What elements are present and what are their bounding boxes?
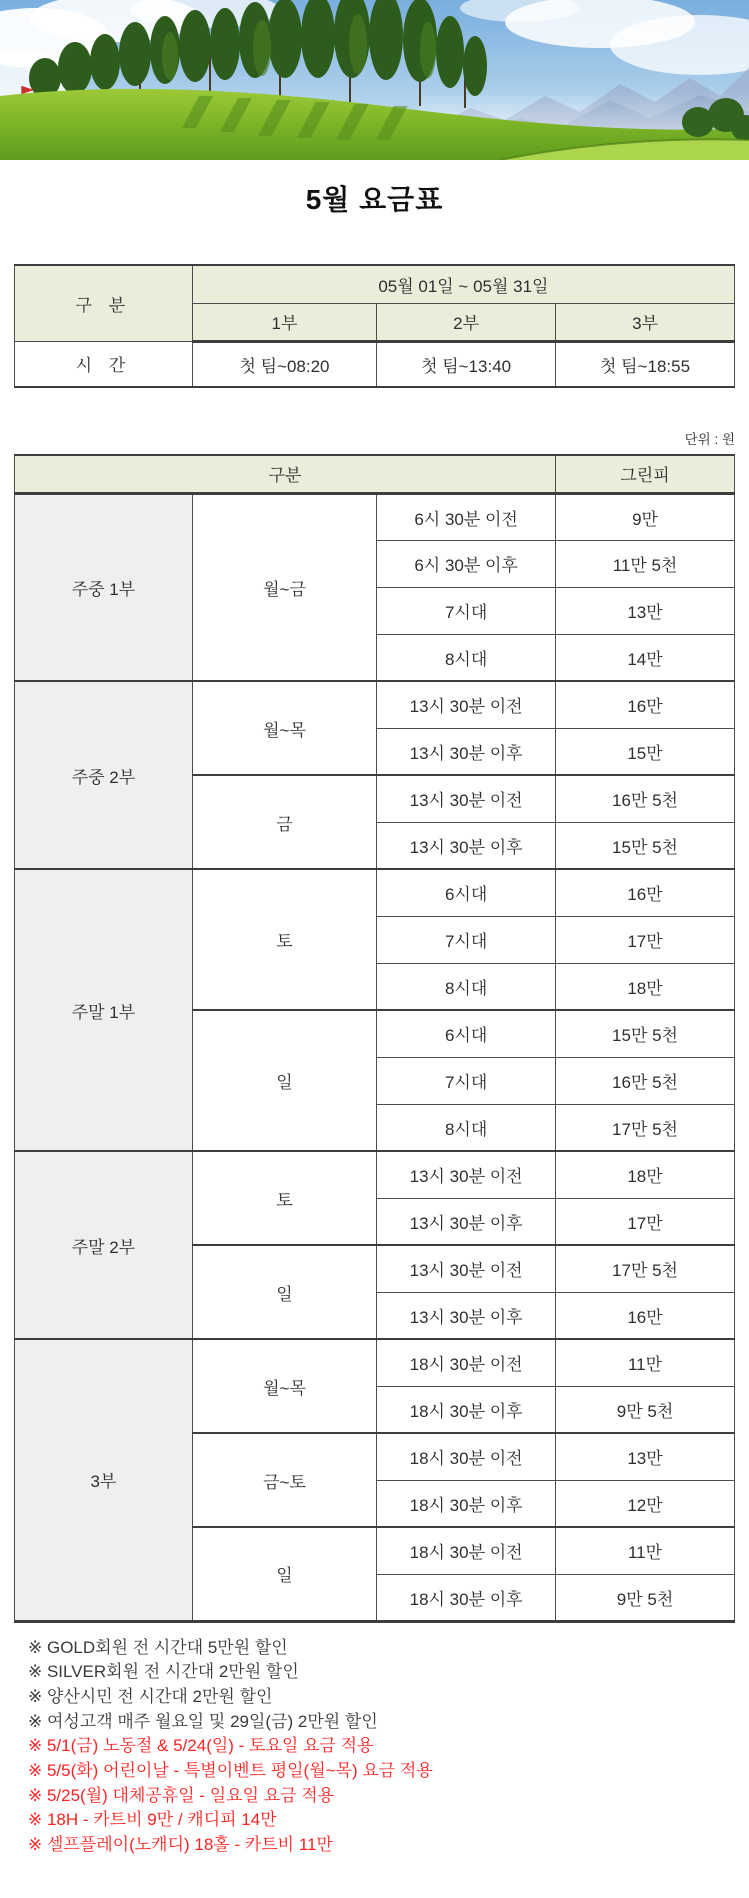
time-slot-cell: 6시대 bbox=[377, 1010, 556, 1057]
time-slot-cell: 18시 30분 이후 bbox=[377, 1574, 556, 1621]
price-table bbox=[14, 454, 735, 1623]
note-line: ※ 5/1(금) 노동절 & 5/24(일) - 토요일 요금 적용 bbox=[28, 1736, 374, 1756]
note-line: ※ 5/25(월) 대체공휴일 - 일요일 요금 적용 bbox=[28, 1785, 335, 1805]
fee-cell: 18만 bbox=[556, 963, 735, 1010]
days-cell: 일 bbox=[192, 1245, 376, 1339]
time-slot-cell: 8시대 bbox=[377, 963, 556, 1010]
page-title: 5월 요금표 bbox=[305, 184, 444, 215]
time-slot-cell: 8시대 bbox=[377, 1104, 556, 1151]
days-cell: 토 bbox=[192, 869, 376, 1010]
fee-cell: 16만 bbox=[556, 681, 735, 728]
fee-cell: 9만 5천 bbox=[556, 1386, 735, 1433]
time-slot-cell: 18시 30분 이전 bbox=[377, 1527, 556, 1574]
note-line: ※ 18H - 카트비 9만 / 캐디피 14만 bbox=[28, 1810, 277, 1830]
fee-cell: 15만 5천 bbox=[556, 1010, 735, 1057]
time-slot-cell: 18시 30분 이후 bbox=[377, 1480, 556, 1527]
fee-cell: 13만 bbox=[556, 587, 735, 634]
part-1-label: 1부 bbox=[192, 303, 376, 341]
days-cell: 월~목 bbox=[192, 681, 376, 775]
days-cell: 일 bbox=[192, 1527, 376, 1621]
date-range-cell: 05월 01일 ~ 05월 31일 bbox=[192, 265, 734, 303]
fee-cell: 15만 bbox=[556, 728, 735, 775]
time-slot-cell: 13시 30분 이전 bbox=[377, 775, 556, 822]
time-slot-cell: 13시 30분 이전 bbox=[377, 1151, 556, 1198]
note-line: ※ 양산시민 전 시간대 2만원 할인 bbox=[28, 1686, 273, 1706]
part-2-first-tee: 첫 팀~13:40 bbox=[377, 341, 556, 387]
fee-cell: 11만 5천 bbox=[556, 540, 735, 587]
fee-cell: 9만 5천 bbox=[556, 1574, 735, 1621]
golf-course-banner-image bbox=[0, 0, 749, 160]
fee-cell: 16만 bbox=[556, 869, 735, 916]
schedule-corner-label: 구 분 bbox=[15, 265, 193, 341]
price-row bbox=[15, 869, 735, 916]
green-fee-header: 그린피 bbox=[556, 455, 735, 493]
note-line: ※ 셀프플레이(노캐디) 18홀 - 카트비 11만 bbox=[28, 1835, 333, 1855]
price-row bbox=[15, 1151, 735, 1198]
period-cell: 주말 2부 bbox=[15, 1151, 193, 1339]
price-row bbox=[15, 681, 735, 728]
days-cell: 월~목 bbox=[192, 1339, 376, 1433]
time-slot-cell: 6시대 bbox=[377, 869, 556, 916]
fee-cell: 17만 5천 bbox=[556, 1104, 735, 1151]
time-slot-cell: 7시대 bbox=[377, 587, 556, 634]
time-slot-cell: 13시 30분 이후 bbox=[377, 1292, 556, 1339]
days-cell: 일 bbox=[192, 1010, 376, 1151]
fee-cell: 13만 bbox=[556, 1433, 735, 1480]
part-3-first-tee: 첫 팀~18:55 bbox=[556, 341, 735, 387]
price-header-row bbox=[15, 455, 735, 493]
time-slot-cell: 18시 30분 이전 bbox=[377, 1433, 556, 1480]
period-cell: 주중 2부 bbox=[15, 681, 193, 869]
fee-cell: 14만 bbox=[556, 634, 735, 681]
fee-cell: 9만 bbox=[556, 493, 735, 540]
time-slot-cell: 7시대 bbox=[377, 916, 556, 963]
price-table-body bbox=[15, 455, 735, 1621]
fee-cell: 16만 bbox=[556, 1292, 735, 1339]
fee-cell: 11만 bbox=[556, 1339, 735, 1386]
days-cell: 금~토 bbox=[192, 1433, 376, 1527]
days-cell: 금 bbox=[192, 775, 376, 869]
time-slot-cell: 18시 30분 이전 bbox=[377, 1339, 556, 1386]
time-slot-cell: 13시 30분 이후 bbox=[377, 728, 556, 775]
note-line: ※ 여성고객 매주 월요일 및 29일(금) 2만원 할인 bbox=[28, 1711, 378, 1731]
notes bbox=[28, 1636, 735, 1858]
period-cell: 3부 bbox=[15, 1339, 193, 1621]
time-slot-cell: 18시 30분 이후 bbox=[377, 1386, 556, 1433]
fee-cell: 15만 5천 bbox=[556, 822, 735, 869]
note-line: ※ GOLD회원 전 시간대 5만원 할인 bbox=[28, 1637, 288, 1657]
fee-cell: 18만 bbox=[556, 1151, 735, 1198]
time-slot-cell: 8시대 bbox=[377, 634, 556, 681]
days-cell: 토 bbox=[192, 1151, 376, 1245]
part-3-label: 3부 bbox=[556, 303, 735, 341]
part-2-label: 2부 bbox=[377, 303, 556, 341]
fee-cell: 11만 bbox=[556, 1527, 735, 1574]
time-slot-cell: 6시 30분 이전 bbox=[377, 493, 556, 540]
fee-cell: 16만 5천 bbox=[556, 775, 735, 822]
note-line: ※ SILVER회원 전 시간대 2만원 할인 bbox=[28, 1662, 299, 1682]
schedule-table bbox=[14, 264, 735, 388]
time-slot-cell: 13시 30분 이후 bbox=[377, 1198, 556, 1245]
price-row bbox=[15, 1339, 735, 1386]
fee-cell: 16만 5천 bbox=[556, 1057, 735, 1104]
time-slot-cell: 7시대 bbox=[377, 1057, 556, 1104]
note-line: ※ 5/5(화) 어린이날 - 특별이벤트 평일(월~목) 요금 적용 bbox=[28, 1761, 433, 1781]
fee-cell: 17만 5천 bbox=[556, 1245, 735, 1292]
schedule-time-row bbox=[15, 341, 735, 387]
time-row-label: 시 간 bbox=[15, 341, 193, 387]
period-cell: 주중 1부 bbox=[15, 493, 193, 681]
fee-cell: 12만 bbox=[556, 1480, 735, 1527]
price-row bbox=[15, 493, 735, 540]
time-slot-cell: 13시 30분 이전 bbox=[377, 681, 556, 728]
period-cell: 주말 1부 bbox=[15, 869, 193, 1151]
days-cell: 월~금 bbox=[192, 493, 376, 681]
time-slot-cell: 13시 30분 이전 bbox=[377, 1245, 556, 1292]
part-1-first-tee: 첫 팀~08:20 bbox=[192, 341, 376, 387]
time-slot-cell: 6시 30분 이후 bbox=[377, 540, 556, 587]
fee-cell: 17만 bbox=[556, 1198, 735, 1245]
unit-label: 단위 : 원 bbox=[684, 432, 735, 447]
category-header: 구분 bbox=[15, 455, 556, 493]
time-slot-cell: 13시 30분 이후 bbox=[377, 822, 556, 869]
fee-cell: 17만 bbox=[556, 916, 735, 963]
golf-course-scene bbox=[0, 0, 749, 160]
schedule-header-row bbox=[15, 265, 735, 303]
